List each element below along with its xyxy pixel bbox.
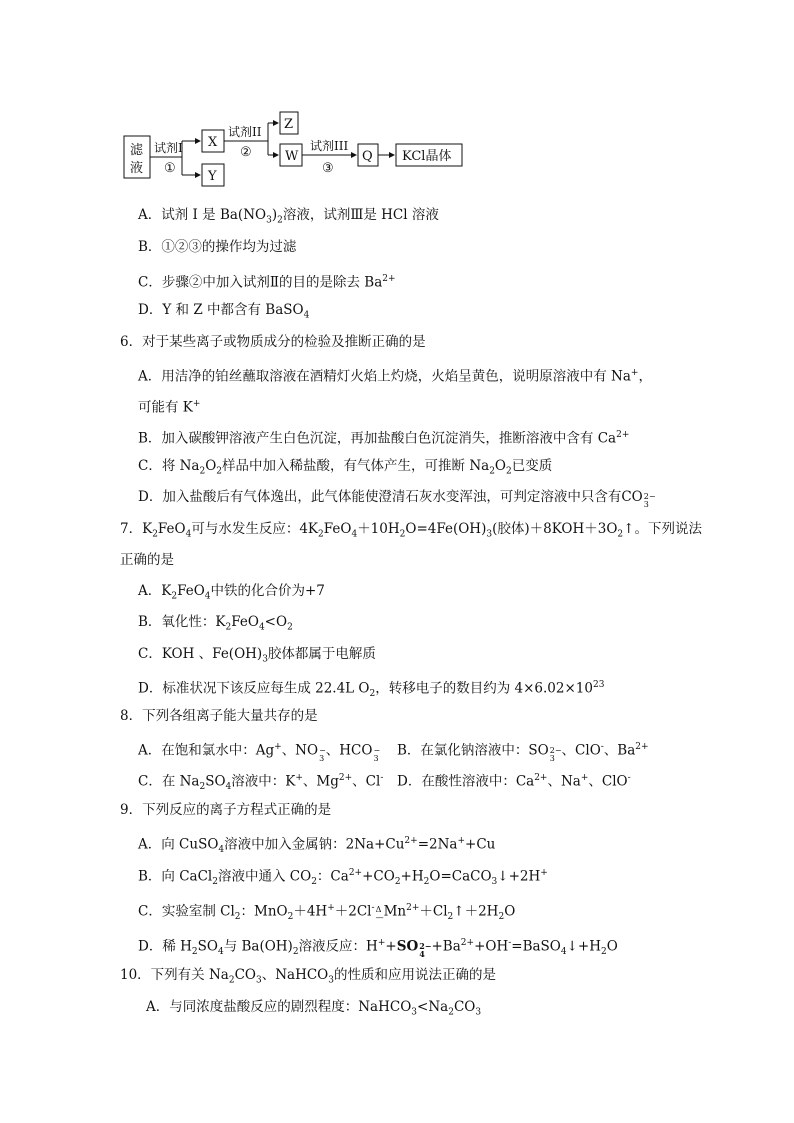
q8-option-b: B．在氯化钠溶液中：SO 2− 3 、ClO-、$Ba^{2+}$: [397, 742, 649, 763]
q8-option-c: C．在 $Na_2SO_4$溶液中：K+、$Mg^{2+}$、Cl-: [138, 773, 384, 793]
q6-option-a-cont: 可能有 K+: [138, 399, 201, 416]
step1-label: ①: [164, 161, 176, 176]
q7-option-d: D．标准状况下该反应每生成 22.4L $O_2$，转移电子的数目约为 $4\times 6.02\times 10^{23}$: [138, 680, 605, 700]
reagent2-label: 试剂II: [228, 125, 262, 139]
product-label: KCl晶体: [402, 149, 452, 164]
q6-option-d: D．加入盐酸后有气体逸出，此气体能使澄清石灰水变浑浊，可判定溶液中只含有CO 2− 3: [138, 489, 656, 509]
q7-option-b: B．氧化性：$K_2FeO_4<O_2$: [138, 614, 293, 633]
q5-option-b: B．①②③的操作均为过滤: [138, 239, 297, 255]
q5-option-a: A．试剂 I 是 $Ba(NO_3)_2$溶液，试剂Ⅲ是 HCl 溶液: [138, 207, 439, 226]
x-label: X: [208, 135, 218, 150]
y-label: Y: [208, 169, 217, 184]
q6-option-b: B．加入碳酸钾溶液产生白色沉淀，再加盐酸白色沉淀消失，推断溶液中含有 $Ca^{2+}$: [138, 430, 630, 447]
w-label: W: [285, 149, 299, 164]
q5-option-c: C．步骤②中加入试剂Ⅱ的目的是除去 $Ba^{2+}$: [138, 274, 396, 291]
separation-flow-diagram: [116, 104, 476, 190]
q5-option-d: D．Y 和 Z 中都含有 BaSO$_4$: [138, 302, 310, 321]
step2-label: ②: [240, 145, 252, 160]
filtrate-char-1: 滤: [130, 143, 144, 158]
step3-label: ③: [322, 161, 334, 176]
q9-option-c: C．实验室制 $Cl_2$：MnO$_2$＋4H+＋2Cl- Δ — $Mn^{2+}+Cl_2↑+2H_2O$: [138, 903, 516, 923]
q8-stem: 8．下列各组离子能大量共存的是: [120, 708, 318, 724]
q8-option-d: D．在酸性溶液中：$Ca^{2+}$、Na+、ClO-: [397, 773, 631, 790]
q10-option-a: A．与同浓度盐酸反应的剧烈程度：$NaHCO_3<Na_2CO_3$: [146, 999, 482, 1018]
q9-option-b: B．向 CaCl$_2$溶液中通入 $CO_2$：$Ca^{2+}+CO_2+H_2O=CaCO_3↓+2H^+$: [138, 868, 548, 888]
reagent1-label: 试剂I: [154, 141, 183, 155]
q9-option-a: A．向 CuSO$_4$溶液中加入金属钠：$2Na+Cu^{2+}=2Na^++Cu$: [138, 836, 496, 856]
q7-option-a: A．$K_2FeO_4$中铁的化合价为+7: [138, 583, 325, 602]
q6-option-a: A．用洁净的铂丝蘸取溶液在酒精灯火焰上灼烧，火焰呈黄色，说明原溶液中有 Na+，: [138, 368, 652, 385]
reagent3-label: 试剂III: [310, 139, 349, 153]
q7-option-c: C．KOH 、$Fe(OH)_3$胶体都属于电解质: [138, 646, 376, 665]
q-label: Q: [362, 149, 373, 164]
q7-stem: 7．$K_2FeO_4$可与水发生反应：$4K_2FeO_4+10H_2O=4Fe(OH)_3$(胶体)$+8KOH+3O_2↑$。下列说法: [120, 521, 702, 540]
q10-stem: 10．下列有关 $Na_2CO_3$、NaHCO$_3$的性质和应用说法正确的是: [120, 967, 496, 986]
q8-option-a: A．在饱和氯水中：Ag+、NO − 3 、HCO − 3: [138, 742, 381, 763]
q7-stem-cont: 正确的是: [120, 552, 174, 568]
q6-option-c: C．将 $Na_2O_2$样品中加入稀盐酸，有气体产生，可推断 $Na_2O_2$已变质: [138, 458, 553, 477]
q9-option-d: D．稀 $H_2SO_4$与 $Ba(OH)_2$溶液反应：H++SO 2− 4 $+Ba^{2+}+OH^-=BaSO_4↓+H_2O$: [138, 938, 618, 959]
filtrate-char-2: 液: [130, 161, 144, 176]
q9-stem: 9．下列反应的离子方程式正确的是: [120, 802, 332, 818]
z-label: Z: [284, 117, 294, 132]
q6-stem: 6．对于某些离子或物质成分的检验及推断正确的是: [120, 334, 426, 350]
